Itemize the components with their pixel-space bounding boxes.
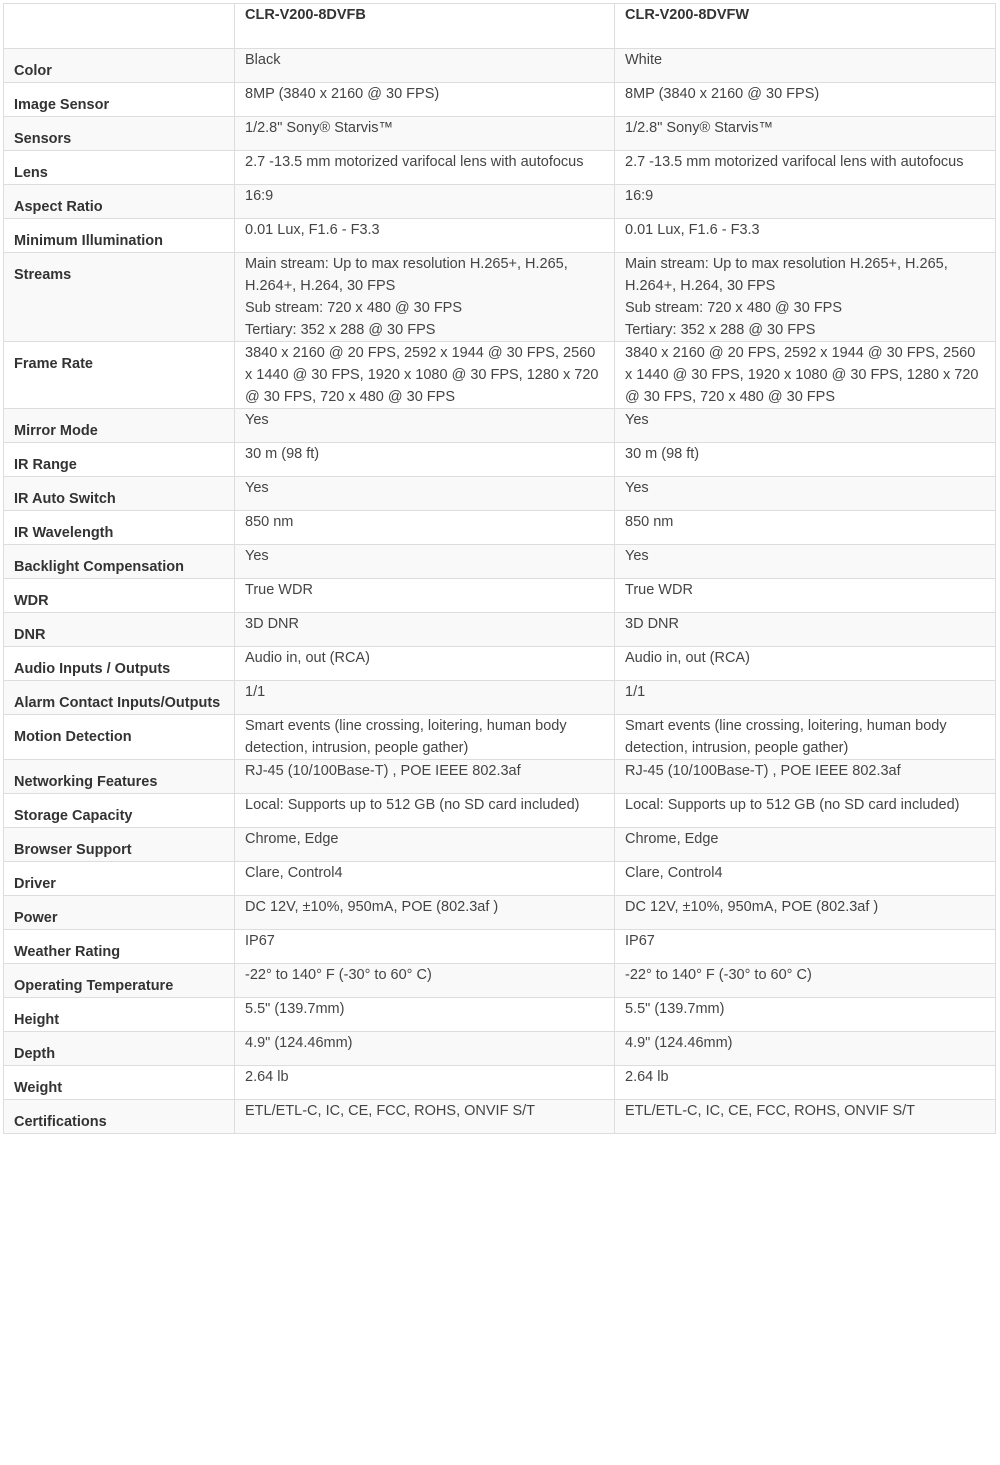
table-row xyxy=(4,83,996,117)
header-row xyxy=(4,4,996,49)
spec-value-black xyxy=(235,681,615,715)
spec-label: IR Wavelength xyxy=(4,511,235,545)
spec-value-line: 850 nm xyxy=(625,514,674,530)
spec-value-black xyxy=(235,647,615,681)
spec-value-line: 2.64 lb xyxy=(245,1069,289,1085)
spec-value-line: 1/2.8" Sony® Starvis™ xyxy=(245,120,394,136)
table-row xyxy=(4,930,996,964)
spec-value-line: White xyxy=(625,52,663,68)
table-row xyxy=(4,896,996,930)
spec-value-line: 0.01 Lux, F1.6 - F3.3 xyxy=(625,222,760,238)
spec-value-white xyxy=(615,409,996,443)
spec-value-white xyxy=(615,760,996,794)
table-row xyxy=(4,185,996,219)
spec-value-line: 1/1 xyxy=(625,684,646,700)
spec-value-white xyxy=(615,219,996,253)
spec-value-line: Yes xyxy=(245,412,269,428)
spec-value-black xyxy=(235,219,615,253)
table-row xyxy=(4,715,996,760)
spec-value-line: 30 m (98 ft) xyxy=(245,446,320,462)
spec-label: Audio Inputs / Outputs xyxy=(4,647,235,681)
spec-value-line: True WDR xyxy=(625,582,693,598)
spec-value-white xyxy=(615,647,996,681)
spec-value-line: Sub stream: 720 x 480 @ 30 FPS xyxy=(245,300,463,316)
spec-value-line: Main stream: Up to max resolution H.265+, H.265, H.264+, H.264, 30 FPS xyxy=(625,256,948,294)
spec-value-black xyxy=(235,253,615,342)
spec-label: IR Range xyxy=(4,443,235,477)
spec-value-line: 0.01 Lux, F1.6 - F3.3 xyxy=(245,222,380,238)
spec-value-white xyxy=(615,477,996,511)
spec-label: Storage Capacity xyxy=(4,794,235,828)
table-row xyxy=(4,443,996,477)
spec-value-line: ETL/ETL-C, IC, CE, FCC, ROHS, ONVIF S/T xyxy=(625,1103,916,1119)
spec-value-white xyxy=(615,117,996,151)
spec-value-black xyxy=(235,930,615,964)
spec-value-white xyxy=(615,443,996,477)
spec-value-black xyxy=(235,794,615,828)
spec-value-black xyxy=(235,49,615,83)
spec-label: Height xyxy=(4,998,235,1032)
table-row xyxy=(4,613,996,647)
spec-value-line: 1/2.8" Sony® Starvis™ xyxy=(625,120,774,136)
table-row xyxy=(4,342,996,409)
spec-value-black xyxy=(235,964,615,998)
spec-value-white xyxy=(615,930,996,964)
spec-value-line: RJ-45 (10/100Base-T) , POE IEEE 802.3af xyxy=(245,763,521,779)
spec-value-black xyxy=(235,511,615,545)
spec-label: Alarm Contact Inputs/Outputs xyxy=(4,681,235,715)
spec-value-black xyxy=(235,83,615,117)
spec-value-line: IP67 xyxy=(625,933,655,949)
spec-value-white xyxy=(615,896,996,930)
spec-value-line: 30 m (98 ft) xyxy=(625,446,700,462)
spec-value-white xyxy=(615,151,996,185)
table-row xyxy=(4,253,996,342)
spec-value-line: 8MP (3840 x 2160 @ 30 FPS) xyxy=(245,86,440,102)
spec-label: WDR xyxy=(4,579,235,613)
spec-value-black xyxy=(235,1032,615,1066)
table-row xyxy=(4,760,996,794)
table-header xyxy=(4,4,996,49)
spec-value-white xyxy=(615,862,996,896)
spec-value-line: Tertiary: 352 x 288 @ 30 FPS xyxy=(245,322,436,338)
spec-value-line: 3840 x 2160 @ 20 FPS, 2592 x 1944 @ 30 FPS, 2560 x 1440 @ 30 FPS, 1920 x 1080 @ 30 FPS, 1280 x 720 @ 30 FPS, 720 x 480 @ 30 FPS xyxy=(625,345,979,405)
header-model-black: CLR-V200-8DVFB xyxy=(235,4,615,49)
spec-label: Weather Rating xyxy=(4,930,235,964)
spec-label: Depth xyxy=(4,1032,235,1066)
spec-value-line: Yes xyxy=(245,548,269,564)
spec-value-line: Local: Supports up to 512 GB (no SD card included) xyxy=(245,797,580,813)
spec-value-black xyxy=(235,760,615,794)
spec-value-line: DC 12V, ±10%, 950mA, POE (802.3af ) xyxy=(245,899,499,915)
spec-value-white xyxy=(615,579,996,613)
spec-label: IR Auto Switch xyxy=(4,477,235,511)
spec-value-line: Clare, Control4 xyxy=(245,865,343,881)
spec-value-line: Chrome, Edge xyxy=(245,831,339,847)
spec-value-black xyxy=(235,579,615,613)
spec-value-black xyxy=(235,545,615,579)
table-row xyxy=(4,49,996,83)
spec-value-black xyxy=(235,477,615,511)
spec-value-line: Tertiary: 352 x 288 @ 30 FPS xyxy=(625,322,816,338)
spec-value-line: 8MP (3840 x 2160 @ 30 FPS) xyxy=(625,86,820,102)
table-row xyxy=(4,998,996,1032)
table-row xyxy=(4,1032,996,1066)
spec-value-black xyxy=(235,715,615,760)
spec-value-line: DC 12V, ±10%, 950mA, POE (802.3af ) xyxy=(625,899,879,915)
table-row xyxy=(4,151,996,185)
spec-value-line: Chrome, Edge xyxy=(625,831,719,847)
spec-value-line: 3840 x 2160 @ 20 FPS, 2592 x 1944 @ 30 FPS, 2560 x 1440 @ 30 FPS, 1920 x 1080 @ 30 FPS, 1280 x 720 @ 30 FPS, 720 x 480 @ 30 FPS xyxy=(245,345,599,405)
spec-value-black xyxy=(235,185,615,219)
spec-value-line: Yes xyxy=(625,412,649,428)
spec-label: DNR xyxy=(4,613,235,647)
spec-value-white xyxy=(615,185,996,219)
spec-value-line: 1/1 xyxy=(245,684,266,700)
spec-label: Minimum Illumination xyxy=(4,219,235,253)
spec-value-white xyxy=(615,828,996,862)
spec-value-line: Audio in, out (RCA) xyxy=(625,650,750,666)
spec-label: Driver xyxy=(4,862,235,896)
spec-value-white xyxy=(615,715,996,760)
spec-label: Power xyxy=(4,896,235,930)
spec-label: Aspect Ratio xyxy=(4,185,235,219)
spec-value-black xyxy=(235,896,615,930)
spec-comparison-table xyxy=(3,3,996,1134)
spec-value-black xyxy=(235,828,615,862)
spec-value-black xyxy=(235,443,615,477)
spec-value-white xyxy=(615,253,996,342)
table-row xyxy=(4,477,996,511)
spec-value-line: RJ-45 (10/100Base-T) , POE IEEE 802.3af xyxy=(625,763,901,779)
spec-value-black xyxy=(235,409,615,443)
spec-label: Networking Features xyxy=(4,760,235,794)
spec-label: Streams xyxy=(4,253,235,342)
spec-value-white xyxy=(615,511,996,545)
spec-value-line: Black xyxy=(245,52,281,68)
table-body xyxy=(4,49,996,1134)
spec-label: Color xyxy=(4,49,235,83)
spec-label: Operating Temperature xyxy=(4,964,235,998)
spec-label: Browser Support xyxy=(4,828,235,862)
table-row xyxy=(4,409,996,443)
spec-value-line: 2.7 -13.5 mm motorized varifocal lens with autofocus xyxy=(625,154,964,170)
spec-value-white xyxy=(615,49,996,83)
table-row xyxy=(4,579,996,613)
spec-value-line: 5.5" (139.7mm) xyxy=(625,1001,725,1017)
spec-value-line: 2.64 lb xyxy=(625,1069,669,1085)
spec-label: Frame Rate xyxy=(4,342,235,409)
table-row xyxy=(4,545,996,579)
spec-value-white xyxy=(615,545,996,579)
spec-value-white xyxy=(615,794,996,828)
spec-label: Lens xyxy=(4,151,235,185)
spec-value-line: Yes xyxy=(245,480,269,496)
spec-value-line: 850 nm xyxy=(245,514,294,530)
spec-value-white xyxy=(615,613,996,647)
spec-value-line: 4.9" (124.46mm) xyxy=(625,1035,733,1051)
spec-label: Certifications xyxy=(4,1100,235,1134)
table-row xyxy=(4,647,996,681)
header-model-white: CLR-V200-8DVFW xyxy=(615,4,996,49)
spec-value-line: 4.9" (124.46mm) xyxy=(245,1035,353,1051)
spec-value-black xyxy=(235,342,615,409)
spec-value-white xyxy=(615,83,996,117)
spec-value-white xyxy=(615,1100,996,1134)
spec-label: Mirror Mode xyxy=(4,409,235,443)
spec-value-line: Yes xyxy=(625,480,649,496)
spec-value-line: Sub stream: 720 x 480 @ 30 FPS xyxy=(625,300,843,316)
spec-value-line: 3D DNR xyxy=(245,616,299,632)
spec-value-line: True WDR xyxy=(245,582,313,598)
spec-value-line: Smart events (line crossing, loitering, human body detection, intrusion, people gather) xyxy=(245,718,567,756)
spec-value-black xyxy=(235,998,615,1032)
spec-value-black xyxy=(235,151,615,185)
spec-value-line: IP67 xyxy=(245,933,275,949)
table-row xyxy=(4,117,996,151)
table-row xyxy=(4,1066,996,1100)
spec-value-line: Local: Supports up to 512 GB (no SD card included) xyxy=(625,797,960,813)
spec-value-black xyxy=(235,1100,615,1134)
spec-value-black xyxy=(235,862,615,896)
table-row xyxy=(4,1100,996,1134)
table-row xyxy=(4,511,996,545)
spec-label: Weight xyxy=(4,1066,235,1100)
spec-value-white xyxy=(615,1066,996,1100)
table-row xyxy=(4,862,996,896)
spec-value-black xyxy=(235,117,615,151)
spec-value-line: 16:9 xyxy=(625,188,654,204)
spec-label: Motion Detection xyxy=(4,715,235,760)
spec-value-line: -22° to 140° F (-30° to 60° C) xyxy=(245,967,432,983)
spec-value-white xyxy=(615,342,996,409)
spec-value-white xyxy=(615,998,996,1032)
spec-value-line: 16:9 xyxy=(245,188,274,204)
spec-value-white xyxy=(615,1032,996,1066)
spec-value-white xyxy=(615,964,996,998)
spec-value-line: Main stream: Up to max resolution H.265+, H.265, H.264+, H.264, 30 FPS xyxy=(245,256,568,294)
header-corner-cell xyxy=(4,4,235,49)
table-row xyxy=(4,828,996,862)
spec-value-line: 2.7 -13.5 mm motorized varifocal lens with autofocus xyxy=(245,154,584,170)
spec-value-line: 5.5" (139.7mm) xyxy=(245,1001,345,1017)
spec-label: Image Sensor xyxy=(4,83,235,117)
table-row xyxy=(4,219,996,253)
spec-value-line: Clare, Control4 xyxy=(625,865,723,881)
table-row xyxy=(4,681,996,715)
spec-value-line: 3D DNR xyxy=(625,616,679,632)
table-row xyxy=(4,794,996,828)
spec-label: Sensors xyxy=(4,117,235,151)
spec-value-line: Audio in, out (RCA) xyxy=(245,650,370,666)
spec-value-black xyxy=(235,1066,615,1100)
spec-value-line: Smart events (line crossing, loitering, human body detection, intrusion, people gather) xyxy=(625,718,947,756)
spec-label: Backlight Compensation xyxy=(4,545,235,579)
table-row xyxy=(4,964,996,998)
spec-value-line: Yes xyxy=(625,548,649,564)
spec-value-black xyxy=(235,613,615,647)
spec-value-line: -22° to 140° F (-30° to 60° C) xyxy=(625,967,812,983)
spec-value-white xyxy=(615,681,996,715)
spec-value-line: ETL/ETL-C, IC, CE, FCC, ROHS, ONVIF S/T xyxy=(245,1103,536,1119)
